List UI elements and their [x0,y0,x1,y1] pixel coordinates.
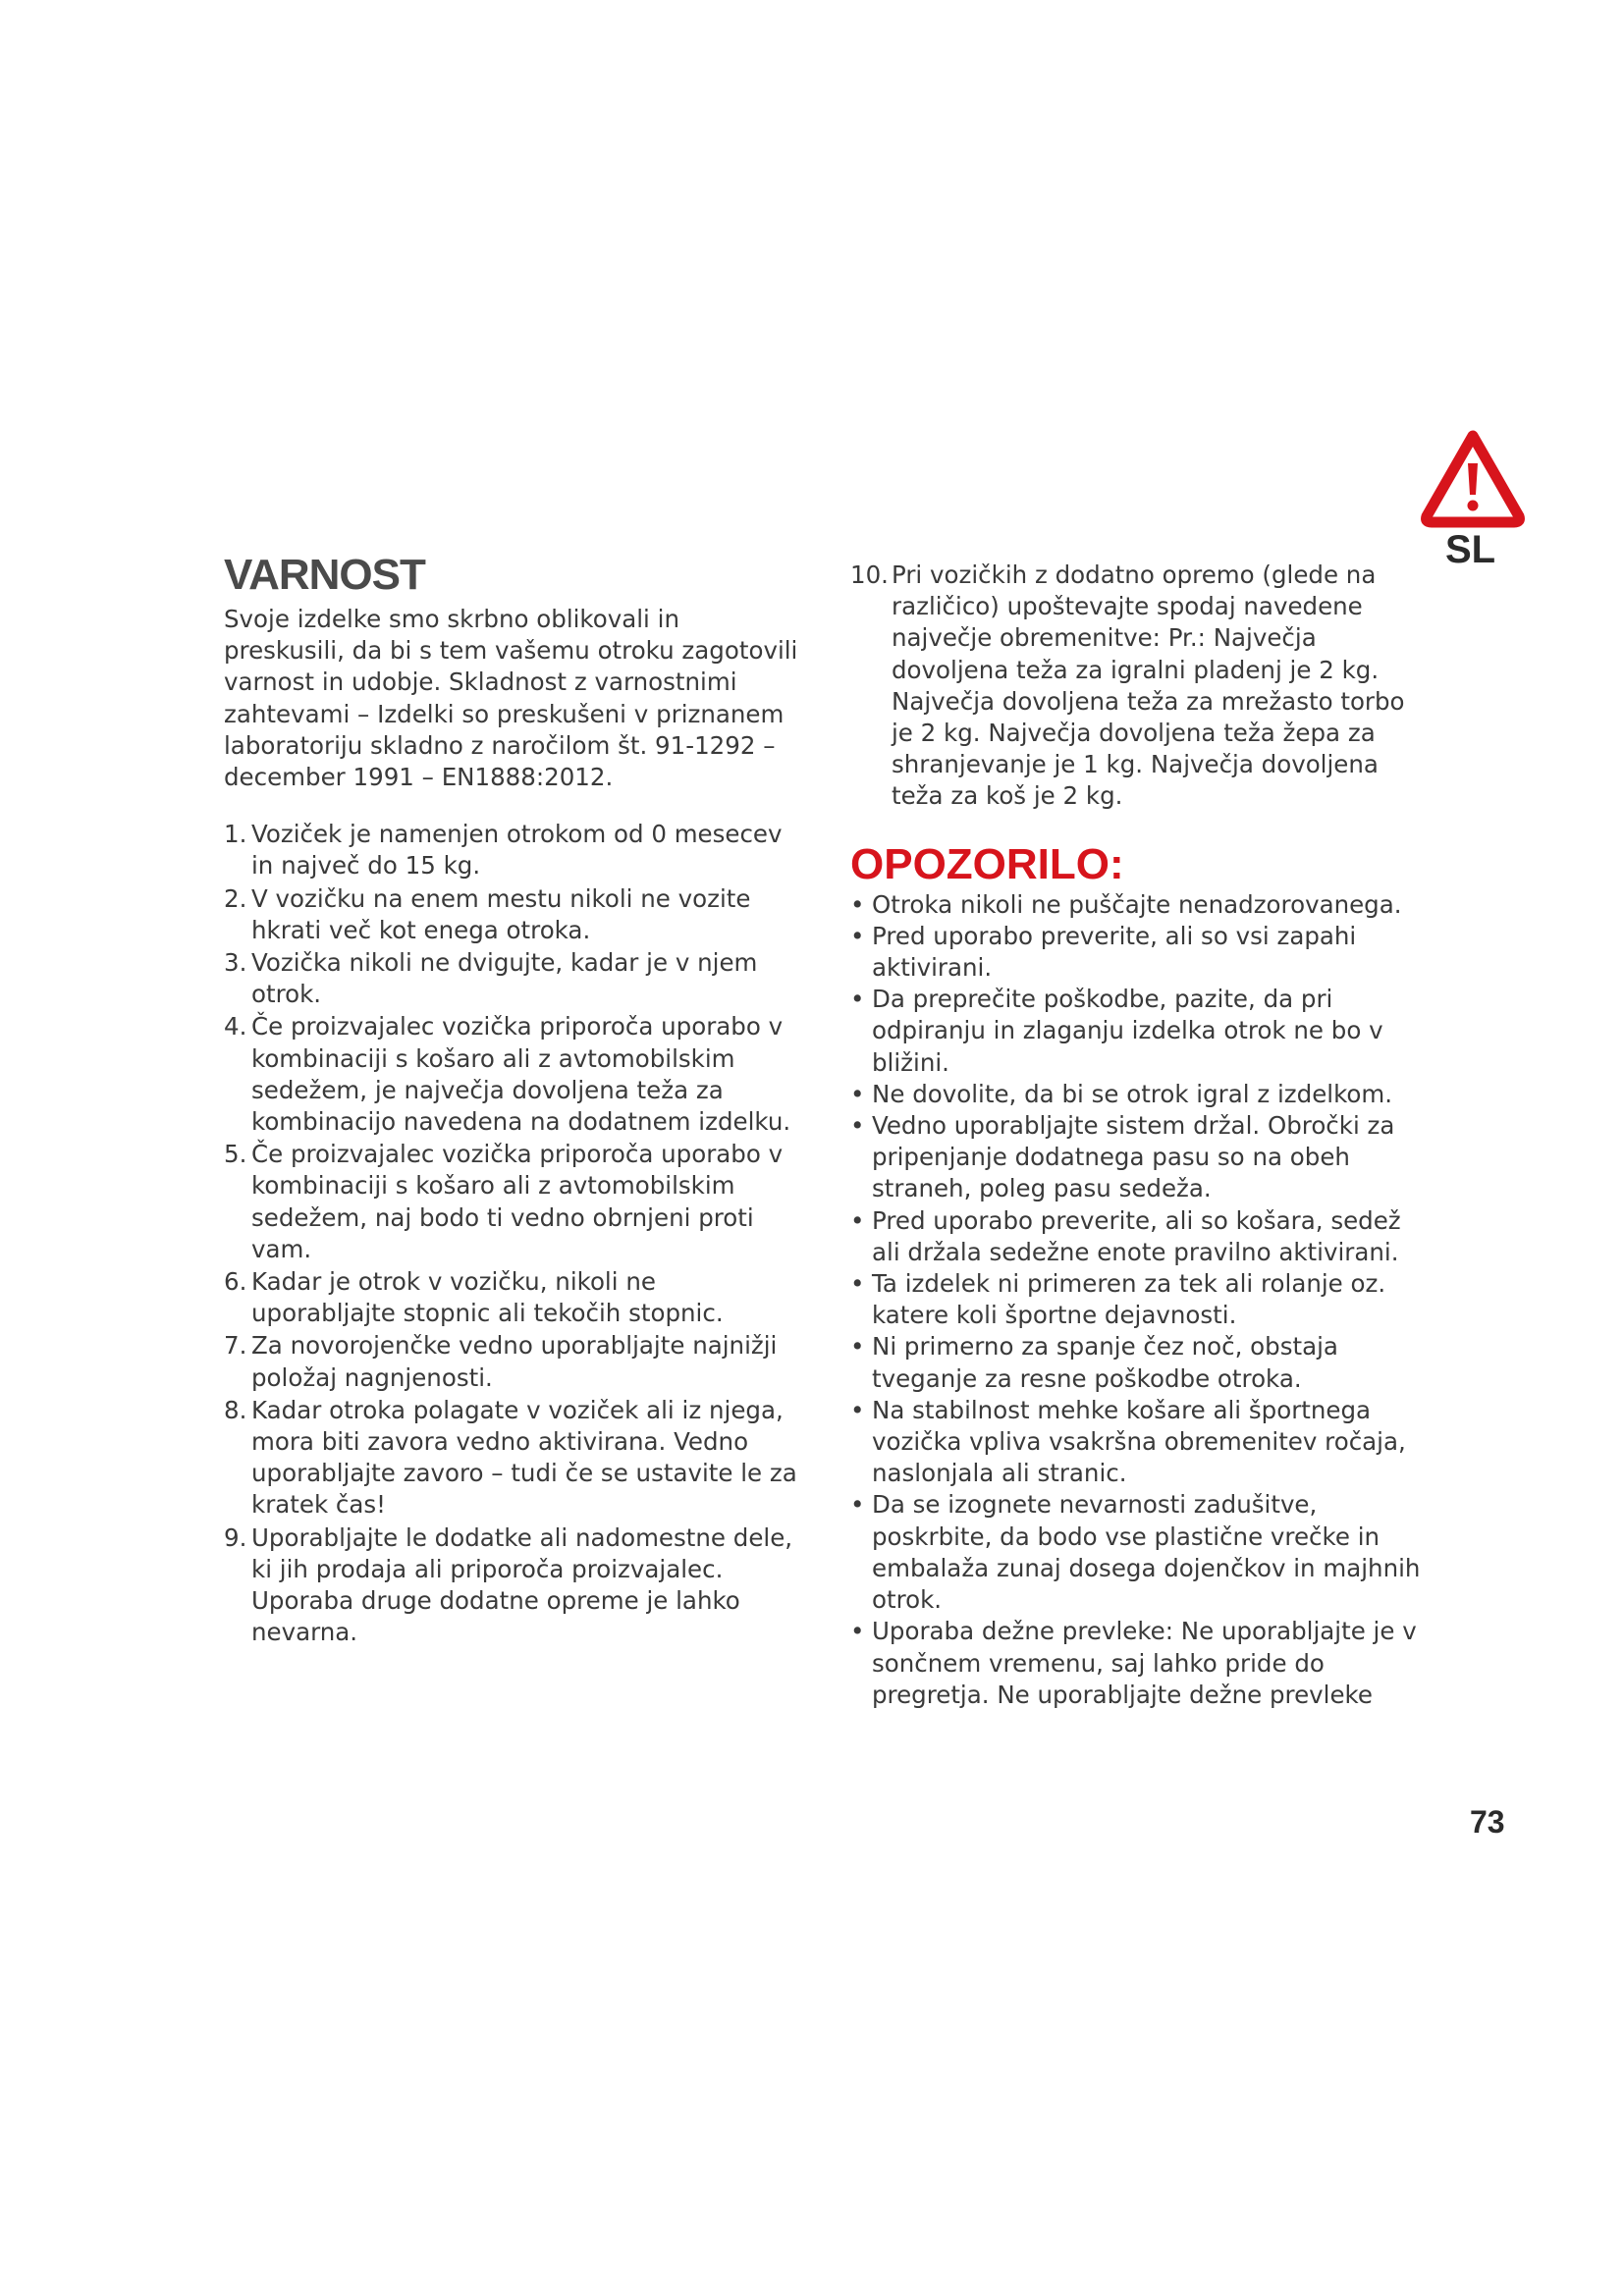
bullet: • [850,1395,865,1424]
bullet: • [850,1617,865,1646]
item-text: Pred uporabo preverite, ali so vsi zapahi aktivirani. [872,921,1357,983]
warning-item [850,1079,1430,1110]
bullet: • [850,1269,865,1299]
item-text: Na stabilnost mehke košare ali športnega vozička vpliva vsakršna obremenitev ročaja, naslonjala ali stranic. [872,1395,1406,1488]
item-text: Kadar je otrok v vozičku, nikoli ne uporabljajte stopnic ali tekočih stopnic. [251,1267,724,1328]
item-number: 9. [224,1522,247,1552]
item-text: Za novorojenčke vedno uporabljajte najnižji položaj nagnjenosti. [251,1331,778,1392]
warning-item [850,889,1430,921]
item-text: V vozičku na enem mestu nikoli ne vozite hkrati več kot enega otroka. [251,883,751,944]
bullet: • [850,1079,865,1108]
item-text: Če proizvajalec vozička priporoča uporabo v kombinaciji s košaro ali z avtomobilskim sedežem, naj bodo ti vedno obrnjeni proti vam. [251,1140,784,1263]
item-text: Pri vozičkih z dodatno opremo (glede na različico) upoštevajte spodaj navedene največje obremenitve: Pr.: Največja dovoljena teža za igralni pladenj je 2 kg. Največja dovoljena teža za mrežasto torbo je 2 kg. Največja dovoljena teža žepa za shranjevanje je 1 kg. Največja dovoljena teža za koš je 2 kg. [892,561,1405,811]
warning-item [850,1395,1430,1490]
bullet: • [850,1490,865,1520]
language-code: SL [1445,528,1496,571]
safety-item [224,1330,803,1393]
warning-item [850,984,1430,1079]
item-number: 7. [224,1331,247,1361]
bullet: • [850,889,865,919]
item-text: Otroka nikoli ne puščajte nenadzorovanega. [872,889,1402,919]
safety-list [224,819,803,1648]
item-number: 2. [224,883,247,913]
item-text: Uporaba dežne prevleke: Ne uporabljajte je v sončnem vremenu, saj lahko pride do pregretja. Ne uporabljajte dežne prevleke [872,1617,1417,1709]
safety-item [850,560,1430,813]
warning-item [850,921,1430,984]
warning-item [850,1616,1430,1711]
safety-item [224,819,803,881]
safety-item [224,1395,803,1522]
item-text: Uporabljajte le dodatke ali nadomestne dele, ki jih prodaja ali priporoča proizvajalec. Uporaba druge dodatne opreme je lahko nevarna. [251,1522,793,1647]
warning-item [850,1268,1430,1331]
left-column [224,553,803,1650]
item-text: Kadar otroka polagate v voziček ali iz njega, mora biti zavora vedno aktivirana. Vedno uporabljajte zavoro – tudi če se ustavite le za kratek čas! [251,1395,797,1520]
item-text: Ta izdelek ni primeren za tek ali rolanje oz. katere koli športne dejavnosti. [872,1269,1386,1330]
bullet: • [850,1111,865,1141]
bullet: • [850,1332,865,1362]
safety-item [224,1139,803,1265]
warning-triangle-icon [1421,430,1525,528]
page-number: 73 [1470,1804,1505,1840]
item-number: 4. [224,1012,247,1041]
item-number: 1. [224,820,247,849]
safety-item [224,1522,803,1649]
bullet: • [850,1205,865,1235]
safety-list-continued [850,560,1430,813]
item-text: Da preprečite poškodbe, pazite, da pri odpiranju in zlaganju izdelka otrok ne bo v bližini. [872,985,1383,1077]
item-text: Ne dovolite, da bi se otrok igral z izdelkom. [872,1079,1393,1108]
item-text: Vozička nikoli ne dvigujte, kadar je v njem otrok. [251,948,758,1009]
warning-item [850,1331,1430,1394]
item-number: 6. [224,1267,247,1297]
bullet: • [850,985,865,1014]
warning-item [850,1489,1430,1616]
warning-item [850,1205,1430,1268]
warning-item [850,1110,1430,1205]
safety-item [224,1011,803,1138]
item-text: Ni primerno za spanje čez noč, obstaja tveganje za resne poškodbe otroka. [872,1332,1338,1393]
item-text: Pred uporabo preverite, ali so košara, sedež ali držala sedežne enote pravilno aktivirani. [872,1205,1401,1266]
item-number: 8. [224,1395,247,1424]
item-number: 3. [224,948,247,978]
safety-item [224,1266,803,1329]
varnost-intro: Svoje izdelke smo skrbno oblikovali in preskusili, da bi s tem vašemu otroku zagotovili varnost in udobje. Skladnost z varnostnimi zahtevami – Izdelki so preskušeni v priznanem laboratoriju skladno z naročilom št. 91-1292 – december 1991 – EN1888:2012. [224,605,798,792]
right-column [850,560,1430,1711]
safety-item [224,947,803,1010]
item-text: Da se izognete nevarnosti zadušitve, poskrbite, da bodo vse plastične vrečke in embalaža zunaj dosega dojenčkov in majhnih otrok. [872,1490,1421,1615]
varnost-title: VARNOST [224,551,425,599]
item-number: 5. [224,1140,247,1169]
item-number: 10. [850,561,889,589]
item-text: Če proizvajalec vozička priporoča uporabo v kombinaciji s košaro ali z avtomobilskim sedežem, je največja dovoljena teža za kombinacijo navedena na dodatnem izdelku. [251,1012,791,1137]
item-text: Vedno uporabljajte sistem držal. Obročki za pripenjanje dodatnega pasu so na obeh straneh, poleg pasu sedeža. [872,1111,1395,1203]
opozorilo-title: OPOZORILO: [850,839,1124,888]
safety-item [224,883,803,946]
warning-list [850,889,1430,1711]
item-text: Voziček je namenjen otrokom od 0 mesecev in največ do 15 kg. [251,820,783,881]
bullet: • [850,921,865,950]
